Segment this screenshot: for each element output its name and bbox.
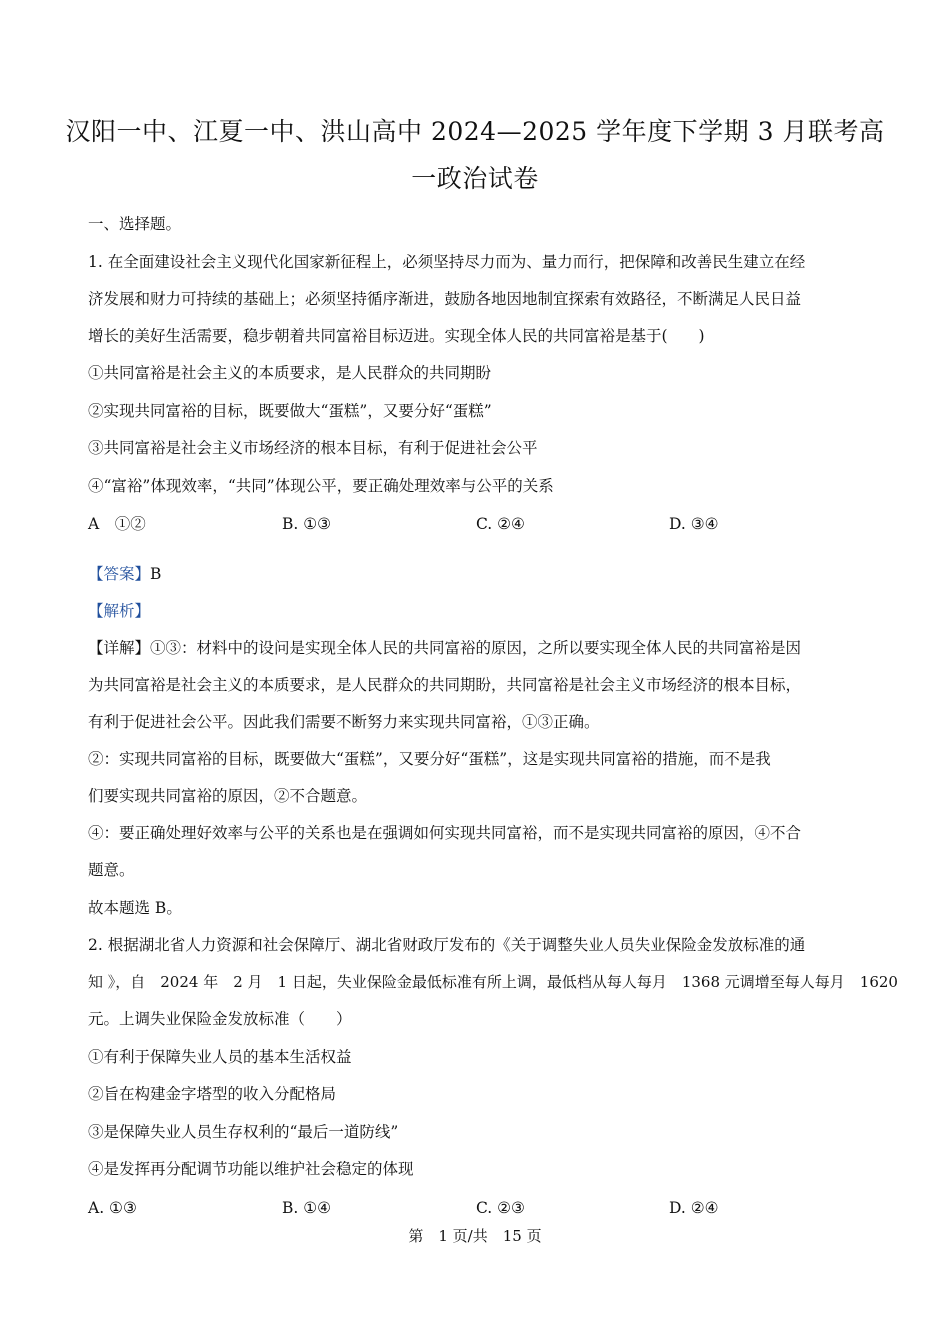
q1-statement: ④“富裕”体现效率，“共同”体现公平，要正确处理效率与公平的关系 (88, 477, 554, 495)
q1-statement: ②实现共同富裕的目标，既要做大“蛋糕”，又要分好“蛋糕” (88, 402, 492, 420)
q2-option-d: D. ②④ (669, 1199, 719, 1217)
q2-statement: ③是保障失业人员生存权利的“最后一道防线” (88, 1123, 399, 1141)
q2-option-a: A. ①③ (88, 1199, 137, 1217)
q1-detail-line: ②：实现共同富裕的目标，既要做大“蛋糕”，又要分好“蛋糕”，这是实现共同富裕的措施，而不是我 (88, 750, 771, 768)
detail-tag: 【详解】 (88, 639, 151, 657)
q1-stem-line: 增长的美好生活需要，稳步朝着共同富裕目标迈进。实现全体人民的共同富裕是基于( ) (88, 327, 705, 345)
q1-detail-line: ④：要正确处理好效率与公平的关系也是在强调如何实现共同富裕，而不是实现共同富裕的原因，④不合 (88, 824, 802, 842)
q1-answer (88, 564, 161, 584)
q1-detail-line: 为共同富裕是社会主义的本质要求，是人民群众的共同期盼，共同富裕是社会主义市场经济的根本目标， (88, 676, 802, 694)
q1-option-c: C. ②④ (476, 515, 525, 533)
q1-detail-line: 有利于促进社会公平。因此我们需要不断努力来实现共同富裕，①③正确。 (88, 713, 600, 731)
q1-detail-line: 们要实现共同富裕的原因，②不合题意。 (88, 787, 368, 805)
q2-option-b: B. ①④ (282, 1199, 332, 1217)
q1-stem-line: 1. 在全面建设社会主义现代化国家新征程上，必须坚持尽力而为、量力而行，把保障和改善民生建立在经 (88, 253, 806, 271)
q2-stem-line: 知 》，自 2024 年 2 月 1 日起，失业保险金最低标准有所上调，最低档从每人每月 1368 元调增至每人每月 1620 (88, 973, 898, 991)
q1-statement: ①共同富裕是社会主义的本质要求，是人民群众的共同期盼 (88, 364, 492, 382)
q2-statement: ①有利于保障失业人员的基本生活权益 (88, 1048, 352, 1066)
section-heading: 一、选择题。 (88, 215, 182, 233)
answer-value: B (150, 565, 162, 583)
q1-option-d: D. ③④ (669, 515, 719, 533)
q1-stem-line: 济发展和财力可持续的基础上；必须坚持循序渐进，鼓励各地因地制宜探索有效路径，不断满足人民日益 (88, 290, 802, 308)
detail-text: ①③：材料中的设问是实现全体人民的共同富裕的原因，之所以要实现全体人民的共同富裕是因 (150, 639, 802, 657)
q1-detail-line: 题意。 (88, 861, 135, 879)
q2-statement: ④是发挥再分配调节功能以维护社会稳定的体现 (88, 1160, 414, 1178)
q2-statement: ②旨在构建金字塔型的收入分配格局 (88, 1085, 337, 1103)
q2-option-c: C. ②③ (476, 1199, 525, 1217)
q1-conclusion: 故本题选 B。 (88, 899, 182, 917)
answer-tag: 【答案】 (88, 565, 151, 583)
page-footer: 第 1 页/共 15 页 (408, 1227, 542, 1245)
q2-stem-line: 元。上调失业保险金发放标准（ ） (88, 1010, 352, 1028)
q1-option-a: A ①② (88, 515, 146, 533)
q1-detail-line (88, 638, 801, 658)
q1-option-b: B. ①③ (282, 515, 332, 533)
document-title-line-1: 汉阳一中、江夏一中、洪山高中 2024—2025 学年度下学期 3 月联考高 (65, 117, 885, 146)
analysis-tag: 【解析】 (88, 602, 151, 620)
q2-stem-line: 2. 根据湖北省人力资源和社会保障厅、湖北省财政厅发布的《关于调整失业人员失业保险金发放标准的通 (88, 936, 806, 954)
document-title-line-2: 一政治试卷 (411, 164, 539, 193)
q1-statement: ③共同富裕是社会主义市场经济的根本目标，有利于促进社会公平 (88, 439, 538, 457)
